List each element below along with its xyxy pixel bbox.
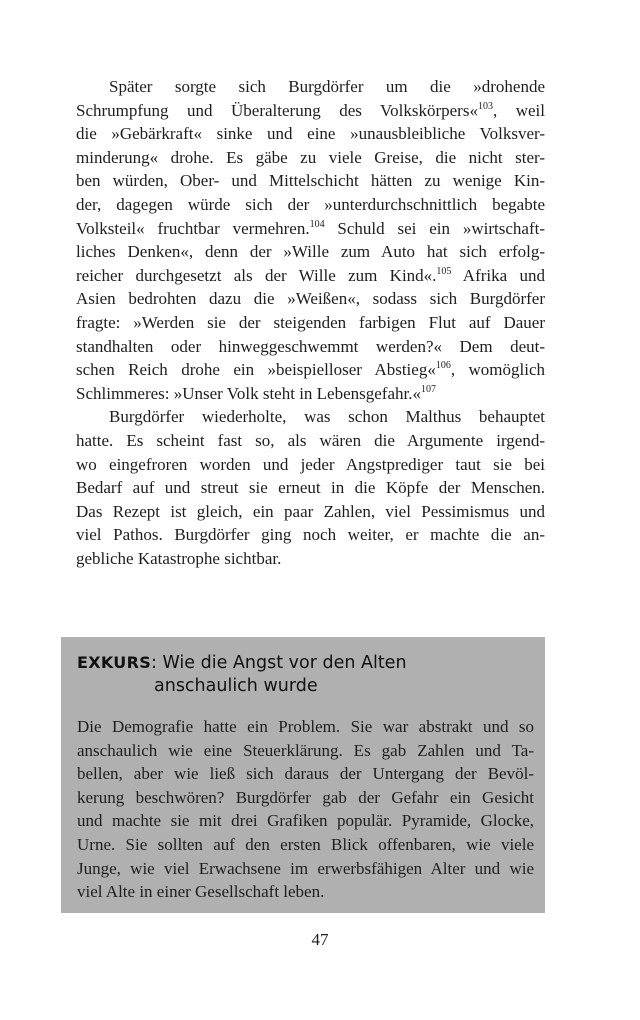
text-line [76, 146, 545, 170]
text-segment: Die Demografie hatte ein Problem. Sie war abstrakt und so [77, 717, 534, 736]
excursus-box [61, 637, 545, 913]
text-segment: Bedarf auf und streut sie erneut in die Köpfe der Menschen. [76, 478, 545, 498]
text-line [76, 311, 545, 335]
text-line [76, 240, 545, 264]
text-line [76, 547, 545, 571]
excursus-heading [77, 651, 407, 698]
text-segment: kerung beschwören? Burgdörfer gab der Gefahr ein Gesicht [77, 787, 534, 807]
text-segment: fragte: »Werden sie der steigenden farbigen Flut auf Dauer [76, 312, 545, 332]
text-line [76, 500, 545, 524]
text-segment: Schuld sei ein »wirtschaft- [324, 218, 545, 238]
text-segment: , womöglich [450, 360, 545, 380]
footnote-ref: 103 [477, 100, 493, 112]
text-segment: Urne. Sie sollten auf den ersten Blick offenbaren, wie viele [77, 834, 534, 854]
text-segment: Afrika und [451, 265, 545, 285]
text-segment: und machte sie mit drei Grafiken populär. Pyramide, Glocke, [77, 811, 534, 831]
text-line [76, 476, 545, 500]
text-segment: der, dagegen würde sich der »unterdurchschnittlich begabte [76, 194, 545, 214]
text-segment: standhalten oder hinweggeschwemmt werden?« Dem deut- [76, 336, 545, 356]
excursus-label: EXKURS [77, 653, 152, 672]
page-number: 47 [311, 930, 329, 949]
text-line [76, 217, 545, 241]
text-line [76, 193, 545, 217]
main-text [76, 75, 545, 570]
text-segment: liches Denken«, denn der »Wille zum Auto hat sich erfolg- [76, 242, 545, 262]
text-segment: die »Gebärkraft« sinke und eine »unausbleibliche Volksver- [76, 124, 545, 144]
text-line [76, 358, 545, 382]
text-line [77, 786, 534, 810]
text-segment: schen Reich drohe ein »beispielloser Abstieg« [76, 360, 436, 380]
text-segment: Burgdörfer wiederholte, was schon Malthus behauptet [109, 407, 545, 427]
text-line [77, 857, 534, 881]
excursus-body [77, 715, 534, 904]
text-segment: viel Alte in einer Gesellschaft leben. [77, 882, 325, 902]
text-line [76, 169, 545, 193]
text-line [76, 287, 545, 311]
text-segment: Schlimmeres: »Unser Volk steht in Lebensgefahr.« [76, 383, 421, 403]
footnote-ref: 104 [309, 218, 325, 230]
footnote-ref: 107 [420, 383, 436, 395]
text-segment: Junge, wie viel Erwachsene im erwerbsfähigen Alter und wie [77, 858, 534, 878]
text-segment: , weil [492, 100, 545, 120]
excursus-colon: : [151, 653, 157, 673]
text-segment: wo eingefroren worden und jeder Angstprediger taut sie bei [76, 454, 545, 474]
text-line [76, 523, 545, 547]
text-segment: Volksteil« fruchtbar vermehren. [76, 218, 310, 238]
text-line [77, 762, 534, 786]
text-line [76, 453, 545, 477]
text-line [76, 429, 545, 453]
excursus-title-line1: Wie die Angst vor den Alten [162, 653, 407, 673]
text-line [77, 715, 534, 739]
footnote-ref: 106 [435, 360, 451, 372]
text-line [76, 75, 545, 99]
text-line [76, 122, 545, 146]
text-line [76, 405, 545, 429]
text-segment: ben würden, Ober- und Mittelschicht hätten zu wenige Kin- [76, 171, 545, 191]
text-line [77, 809, 534, 833]
text-line [76, 335, 545, 359]
text-line [76, 99, 545, 123]
footnote-ref: 105 [436, 265, 452, 277]
text-segment: gebliche Katastrophe sichtbar. [76, 548, 282, 568]
text-line [76, 382, 545, 406]
text-line [77, 833, 534, 857]
text-segment: viel Pathos. Burgdörfer ging noch weiter, er machte die an- [76, 525, 545, 545]
text-segment: Später sorgte sich Burgdörfer um die »drohende [109, 77, 545, 96]
text-segment: hatte. Es scheint fast so, als wären die Argumente irgend- [76, 430, 545, 450]
text-segment: reicher durchgesetzt als der Wille zum Kind«. [76, 265, 437, 285]
text-line [77, 739, 534, 763]
excursus-title-line2: anschaulich wurde [154, 676, 318, 696]
text-line [77, 880, 534, 904]
text-segment: Schrumpfung und Überalterung des Volkskörpers« [76, 100, 478, 120]
text-segment: Das Rezept ist gleich, ein paar Zahlen, viel Pessimismus und [76, 501, 545, 521]
text-segment: minderung« drohe. Es gäbe zu viele Greise, die nicht ster- [76, 147, 545, 167]
text-line [76, 264, 545, 288]
text-segment: Asien bedrohten dazu die »Weißen«, sodass sich Burgdörfer [76, 289, 545, 309]
text-segment: bellen, aber wie ließ sich daraus der Untergang der Bevöl- [77, 764, 534, 784]
text-segment: anschaulich wie eine Steuerklärung. Es gab Zahlen und Ta- [77, 740, 534, 760]
